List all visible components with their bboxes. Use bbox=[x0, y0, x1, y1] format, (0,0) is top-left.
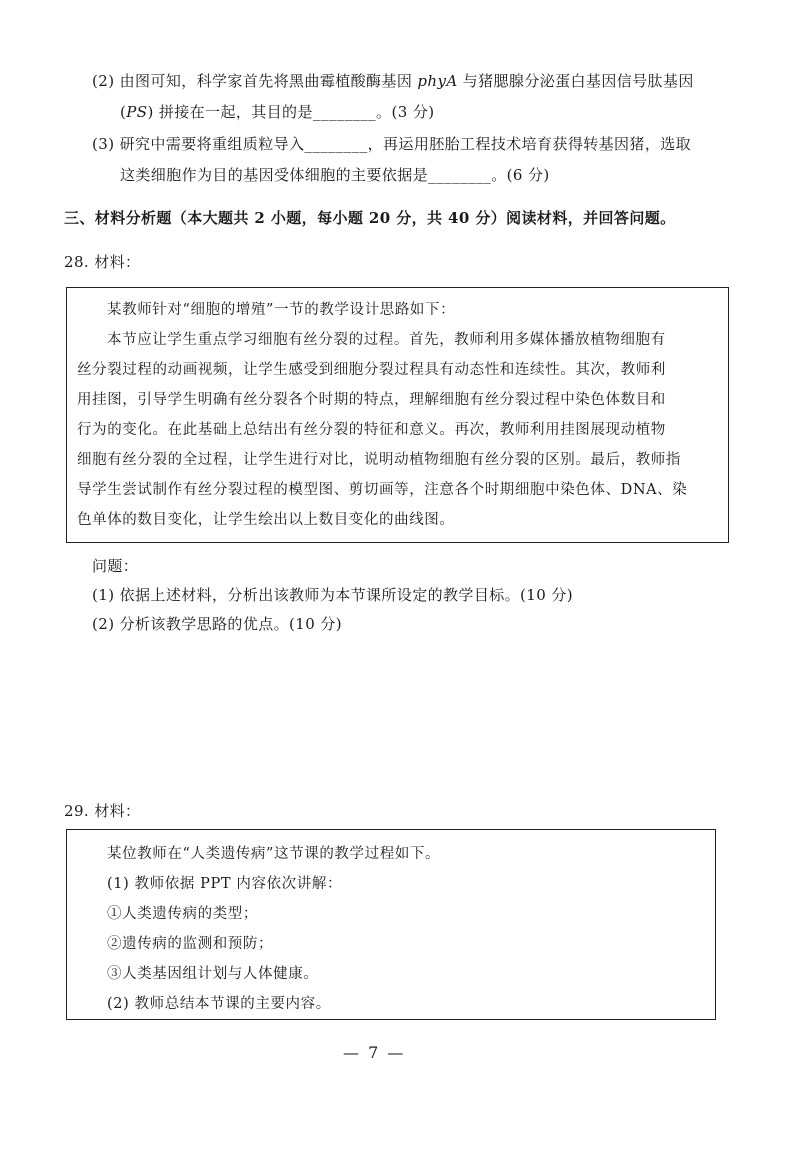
page-number: — 7 — bbox=[343, 1043, 406, 1062]
q27-part3-line1: (3) 研究中需要将重组质粒导入________，再运用胚胎工程技术培育获得转基因猪，选取 bbox=[92, 135, 692, 153]
q27-part3-line2: 这类细胞作为目的基因受体细胞的主要依据是________。(6 分) bbox=[120, 166, 550, 184]
q29-material-line: 某位教师在“人类遗传病”这节课的教学过程如下。 bbox=[107, 846, 441, 862]
q28-material-box bbox=[66, 287, 729, 543]
q28-material-line: 细胞有丝分裂的全过程，让学生进行对比，说明动植物细胞有丝分裂的区别。最后，教师指 bbox=[77, 452, 681, 468]
q29-material-box bbox=[66, 829, 716, 1020]
q29-material-line: (2) 教师总结本节课的主要内容。 bbox=[107, 996, 331, 1012]
section-three-heading: 三、材料分析题（本大题共 2 小题，每小题 20 分，共 40 分）阅读材料，并回答问题。 bbox=[64, 209, 676, 227]
q29-material-line: (1) 教师依据 PPT 内容依次讲解： bbox=[107, 876, 343, 892]
q29-material-line: ②遗传病的监测和预防； bbox=[107, 936, 274, 952]
q29-material-line: ①人类遗传病的类型； bbox=[107, 906, 258, 922]
q28-question-2: (2) 分析该教学思路的优点。(10 分) bbox=[92, 615, 342, 633]
q27-part2-line1: (2) 由图可知，科学家首先将黑曲霉植酸酶基因 phyA 与猪腮腺分泌蛋白基因信号肽基因 bbox=[92, 72, 694, 90]
q28-question-1: (1) 依据上述材料，分析出该教师为本节课所设定的教学目标。(10 分) bbox=[92, 586, 573, 604]
q28-material-line: 用挂图，引导学生明确有丝分裂各个时期的特点，理解细胞有丝分裂过程中染色体数目和 bbox=[77, 392, 666, 408]
q29-label: 29. 材料： bbox=[64, 802, 141, 820]
q27-part2-line2: (PS) 拼接在一起，其目的是________。(3 分) bbox=[120, 103, 435, 121]
q28-label: 28. 材料： bbox=[64, 253, 141, 271]
q28-material-line: 行为的变化。在此基础上总结出有丝分裂的特征和意义。再次，教师利用挂图展现动植物 bbox=[77, 422, 666, 438]
q28-material-line: 丝分裂过程的动画视频，让学生感受到细胞分裂过程具有动态性和连续性。其次，教师利 bbox=[77, 362, 666, 378]
q28-material-line: 某教师针对“细胞的增殖”一节的教学设计思路如下： bbox=[107, 302, 456, 318]
q28-question-label: 问题： bbox=[92, 557, 139, 575]
q28-material-line: 本节应让学生重点学习细胞有丝分裂的过程。首先，教师利用多媒体播放植物细胞有 bbox=[107, 332, 666, 348]
q28-material-line: 色单体的数目变化，让学生绘出以上数目变化的曲线图。 bbox=[77, 512, 455, 528]
q28-material-line: 导学生尝试制作有丝分裂过程的模型图、剪切画等，注意各个时期细胞中染色体、DNA、染 bbox=[77, 482, 688, 498]
q29-material-line: ③人类基因组计划与人体健康。 bbox=[107, 966, 319, 982]
